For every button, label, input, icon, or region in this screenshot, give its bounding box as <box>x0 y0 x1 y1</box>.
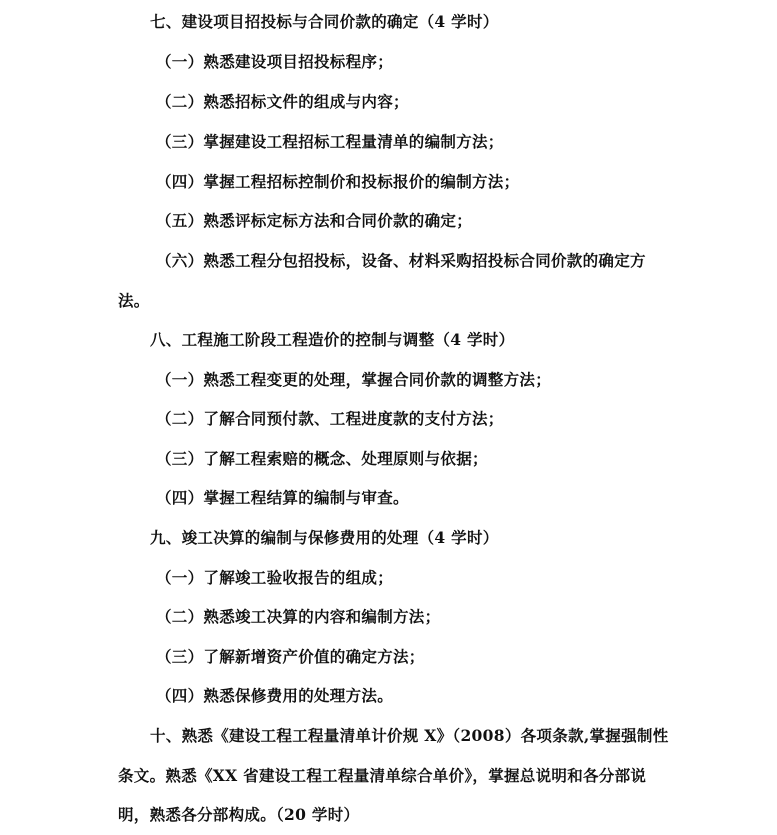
section-9-item-3: （三）了解新增资产价值的确定方法； <box>156 647 425 666</box>
section-9-item-2: （二）熟悉竣工决算的内容和编制方法； <box>156 607 441 626</box>
section-7-heading: 七、建设项目招投标与合同价款的确定（4 学时） <box>150 12 499 31</box>
section-7-item-6: （六）熟悉工程分包招投标，设备、材料采购招投标合同价款的确定方 <box>156 251 646 270</box>
section-10-line-2: 条文。熟悉《XX 省建设工程工程量清单综合单价》，掌握总说明和各分部说 <box>118 766 647 785</box>
section-7-item-4: （四）掌握工程招标控制价和投标报价的编制方法； <box>156 172 520 191</box>
section-8-item-4: （四）掌握工程结算的编制与审查。 <box>156 488 409 507</box>
section-7-item-6-continuation: 法。 <box>118 291 150 310</box>
section-8-item-2: （二）了解合同预付款、工程进度款的支付方法； <box>156 409 504 428</box>
section-9-heading: 九、竣工决算的编制与保修费用的处理（4 学时） <box>150 528 499 547</box>
section-8-item-3: （三）了解工程索赔的概念、处理原则与依据； <box>156 449 488 468</box>
section-7-item-5: （五）熟悉评标定标方法和合同价款的确定； <box>156 211 473 230</box>
section-10-line-3: 明，熟悉各分部构成。（20 学时） <box>118 805 360 824</box>
section-7-item-1: （一）熟悉建设项目招投标程序； <box>156 52 394 71</box>
section-10-line-1: 十、熟悉《建设工程工程量清单计价规 X》（2008）各项条款,掌握强制性 <box>150 726 669 745</box>
section-9-item-1: （一）了解竣工验收报告的组成； <box>156 568 394 587</box>
section-7-item-3: （三）掌握建设工程招标工程量清单的编制方法； <box>156 132 504 151</box>
section-7-item-2: （二）熟悉招标文件的组成与内容； <box>156 92 409 111</box>
section-8-item-1: （一）熟悉工程变更的处理，掌握合同价款的调整方法； <box>156 370 552 389</box>
section-8-heading: 八、工程施工阶段工程造价的控制与调整（4 学时） <box>150 330 515 349</box>
section-9-item-4: （四）熟悉保修费用的处理方法。 <box>156 686 394 705</box>
